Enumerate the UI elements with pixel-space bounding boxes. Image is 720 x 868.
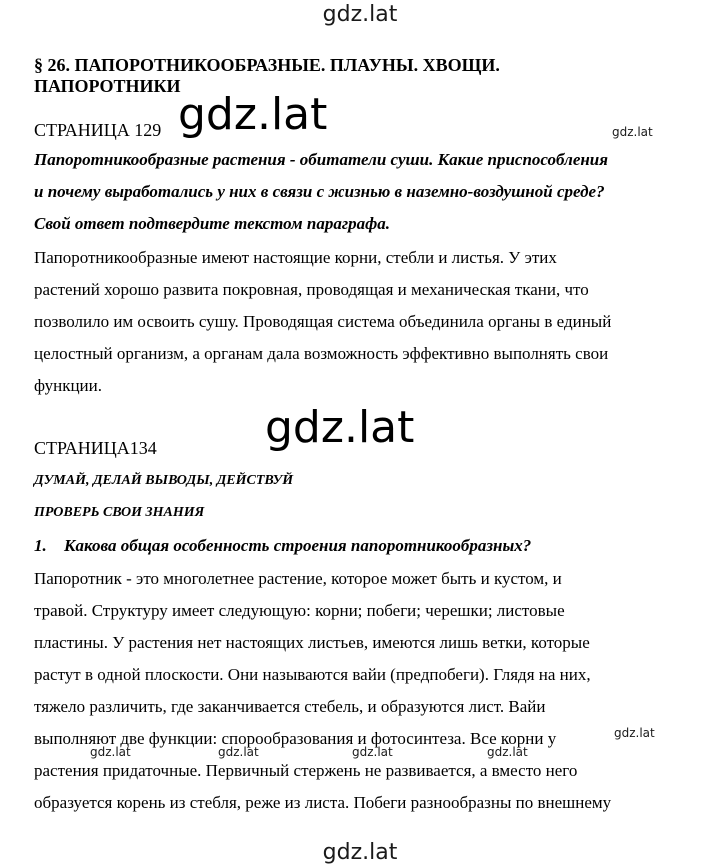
answer-line: пластины. У растения нет настоящих листьев, имеются лишь ветки, которые	[34, 633, 590, 652]
watermark-small: gdz.lat	[90, 745, 131, 759]
question-line: Свой ответ подтвердите текстом параграфа.	[34, 214, 391, 233]
answer-line: целостный организм, а органам дала возможность эффективно выполнять свои	[34, 344, 609, 363]
answer-line: растения придаточные. Первичный стержень не развивается, а вместо него	[34, 761, 578, 780]
page-label-134: СТРАНИЦА134	[34, 438, 157, 458]
subsection-heading: ДУМАЙ, ДЕЛАЙ ВЫВОДЫ, ДЕЙСТВУЙ	[34, 473, 294, 488]
question-text: Какова общая особенность строения папоротникообразных?	[64, 536, 532, 555]
answer-line: образуется корень из стебля, реже из листа. Побеги разнообразны по внешнему	[34, 793, 612, 812]
watermark-small: gdz.lat	[352, 745, 393, 759]
watermark-bottom: gdz.lat	[322, 840, 398, 865]
answer-line: растут в одной плоскости. Они называются вайи (предпобеги). Глядя на них,	[34, 665, 591, 684]
page-label-129: СТРАНИЦА 129	[34, 120, 162, 140]
watermark-small: gdz.lat	[612, 125, 653, 139]
question-number: 1.	[34, 536, 47, 555]
answer-line: функции.	[34, 376, 102, 395]
watermark-small: gdz.lat	[218, 745, 259, 759]
answer-line: выполняют две функции: спорообразования и фотосинтеза. Все корни у	[34, 729, 557, 748]
answer-line: позволило им освоить сушу. Проводящая система объединила органы в единый	[34, 312, 612, 331]
watermark-small: gdz.lat	[487, 745, 528, 759]
watermark-large: gdz.lat	[178, 89, 328, 140]
answer-line: Папоротник - это многолетнее растение, которое может быть и кустом, и	[34, 569, 562, 588]
question-line: и почему выработались у них в связи с жизнью в наземно-воздушной среде?	[34, 182, 605, 201]
subsection-heading: ПРОВЕРЬ СВОИ ЗНАНИЯ	[34, 505, 205, 520]
answer-line: растений хорошо развита покровная, проводящая и механическая ткани, что	[34, 280, 589, 299]
answer-line: Папоротникообразные имеют настоящие корни, стебли и листья. У этих	[34, 248, 557, 267]
answer-line: травой. Структуру имеет следующую: корни; побеги; черешки; листовые	[34, 601, 565, 620]
section-title-line-1: § 26. ПАПОРОТНИКООБРАЗНЫЕ. ПЛАУНЫ. ХВОЩИ.	[34, 55, 500, 75]
answer-line: тяжело различить, где заканчивается стебель, и образуются лист. Вайи	[34, 697, 546, 716]
question-line: Папоротникообразные растения - обитатели суши. Какие приспособления	[34, 150, 609, 169]
watermark-small: gdz.lat	[614, 726, 655, 740]
section-title-line-2: ПАПОРОТНИКИ	[34, 76, 181, 96]
watermark-top: gdz.lat	[322, 2, 398, 27]
watermark-large: gdz.lat	[265, 402, 415, 453]
